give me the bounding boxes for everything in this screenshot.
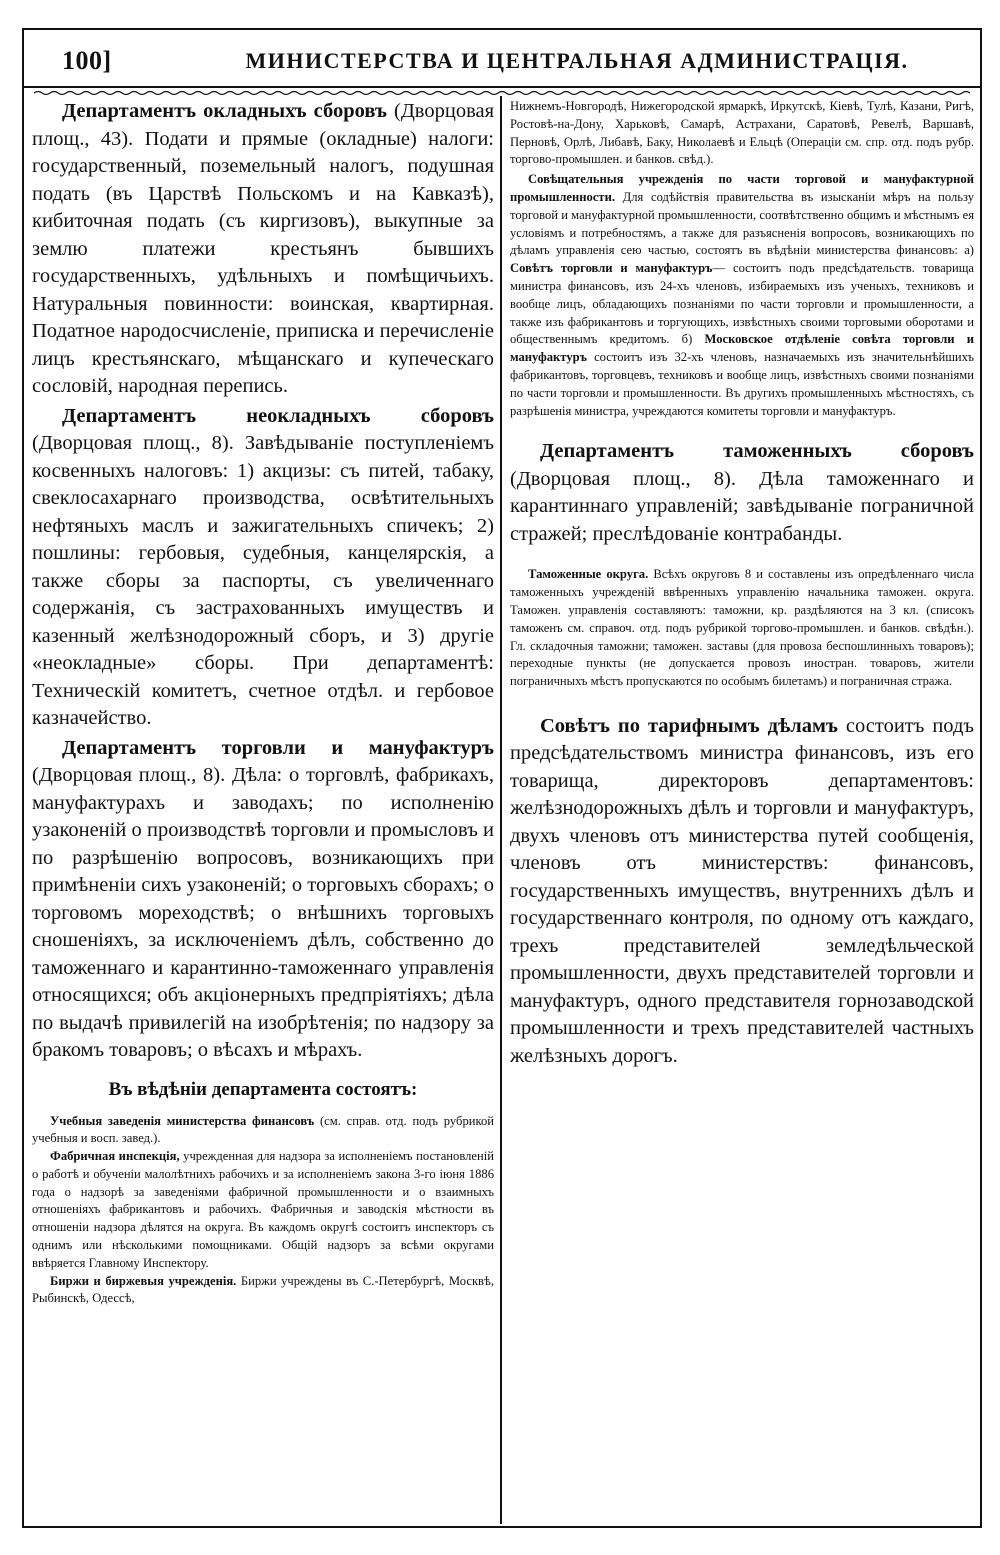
small-paragraph-birzhi-cont: Нижнемъ-Новгородѣ, Нижегородской ярмаркѣ, Иркутскѣ, Кіевѣ, Тулѣ, Казани, Ригѣ, Ростовѣ-на-Дону, Харьковѣ, Самарѣ, Астрахани, Саратовѣ, Ревелѣ, Варшавѣ, Перновѣ, Орлѣ, Либавѣ, Баку, Николаевѣ и Ельцѣ (Операціи см. спр. отд. подъ рубр. торгово-промышлен. и банков. свѣд.). [510,99,974,167]
small-heading: Совѣщательныя учрежденія по части торговой и мануфактурной промышленности. [510,172,974,204]
small-heading: Таможенные округа. [528,567,649,582]
paragraph-heading: Департаментъ неокладныхъ сборовъ [62,404,494,427]
small-paragraph-uchebnye [32,1113,494,1149]
paragraph-heading: Совѣтъ по тарифнымъ дѣламъ [540,714,838,737]
running-header [24,30,980,88]
paragraph-neokladnykh [32,403,494,733]
paragraph-torgovli [32,735,494,1065]
paragraph-tamozhennykh [510,438,974,548]
page-number: 100] [62,46,112,75]
small-heading: Учебныя заведенія министерства финансовъ [50,1113,315,1128]
small-text: Биржи учреждены въ С.-Петербургѣ, Москвѣ, Рыбинскѣ, Одессѣ, [32,1273,494,1306]
small-text: состоитъ изъ 32-хъ членовъ, назначаемыхъ изъ значительнѣйшихъ фабрикантовъ, торговцевъ, техниковъ и вообще лицъ, извѣстныхъ своими познаніями по части торговли и промышленности. Въ другихъ промышленныхъ мѣстностяхъ, съ разрѣшенія министра, учреждаются комитеты торговли и мануфактуръ. [510,350,974,418]
column-divider [500,96,502,1524]
paragraph-text: (Дворцовая площ., 8). Завѣдываніе поступленіемъ косвенныхъ налоговъ: 1) акцизы: съ питей, табаку, свеклосахарнаго производства, освѣтительныхъ нефтяныхъ маслъ и зажигательныхъ спичекъ; 2) пошлины: гербовыя, судебныя, канцелярскія, а также сборы за паспорты, съ увеличеннаго содержанія, съ застрахованныхъ имуществъ и казенный желѣзнодорожный сборъ, и 3) другіе «неокладные» сборы. При департаментѣ: Техническій комитетъ, счетное отдѣл. и гербовое казначейство. [32,432,494,729]
small-text: Всѣхъ округовъ 8 и составлены изъ опредѣленнаго числа таможенныхъ учрежденій ввѣренныхъ управленію начальника таможен. округа. Таможен. управленія составляютъ: таможни, кр. раздѣляются на 3 кл. (списокъ таможенъ см. справоч. отд. подъ рубрикой торгово-промышлен. и банков. свѣдѣн.). Гл. складочныя таможни; таможен. заставы (для провоза беспошлинныхъ товаровъ); переходные пункты (не допускается провозъ иностран. товаровъ, жители пограничныхъ мѣстъ пропускаются по особымъ билетамъ) и пограничная стража. [510,567,974,689]
small-text: — состоитъ подъ предсѣдательств. товарища министра финансовъ, изъ 24-хъ членовъ, избираемыхъ изъ ученыхъ, техниковъ и вообще лицъ, обладающихъ познаніями по части торговли и промышленности, а также изъ фабрикантовъ и торгующихъ, извѣстныхъ своими торговыми оборотами и общественнымъ кредитомъ. б) [510,261,974,347]
left-column [32,98,494,1308]
paragraph-text: (Дворцовая площ., 8). Дѣла таможеннаго и карантиннаго управленій; завѣдываніе пограничной стражей; преслѣдованіе контрабанды. [510,467,974,545]
small-paragraph-tamozhennye-okruga [510,566,974,691]
paragraph-okladnykh [32,98,494,401]
small-heading: Биржи и биржевыя учрежденія. [50,1273,237,1288]
paragraph-text: (Дворцовая площ., 43). Подати и прямые (окладные) налоги: государственный, поземельный налогъ, подушная подать (въ Царствѣ Польскомъ и на Кавказѣ), кибиточная подать (съ киргизовъ), выкупные за землю платежи крестьянъ бывшихъ государственныхъ, удѣльныхъ и помѣщичьихъ. Натуральныя повинности: воинская, квартирная. Податное народосчисленіе, приписка и перечисленіе лицъ крестьянскаго, мѣщанскаго и купеческаго сословій, народная перепись. [32,100,494,397]
paragraph-text: (Дворцовая площ., 8). Дѣла: о торговлѣ, фабрикахъ, мануфактурахъ и заводахъ; по исполненію узаконеній о производствѣ торговли и промысловъ и по разрѣшенію вопросовъ, возникающихъ при примѣненіи сихъ узаконеній; о торговыхъ сборахъ; о торговомъ мореходствѣ; о внѣшнихъ торговыхъ сношеніяхъ, за исключеніемъ дѣлъ, собственно до таможеннаго и карантинно-таможеннаго управленія относящихся; объ акціонерныхъ предпріятіяхъ; дѣла по выдачѣ привилегій на изобрѣтенія; по надзору за бракомъ товаровъ; о вѣсахъ и мѣрахъ. [32,764,494,1061]
paragraph-heading: Департаментъ торговли и мануфактуръ [62,736,494,759]
paragraph-text: состоитъ подъ предсѣдательствомъ министра финансовъ, изъ его товарища, директоровъ департаментовъ: желѣзнодорожныхъ дѣлъ и торговли и мануфактуръ, двухъ членовъ отъ министерства путей сообщенія, членовъ отъ министерствъ: финансовъ, государственныхъ имуществъ, внутреннихъ дѣлъ и государственнаго контроля, по одному отъ каждаго, трехъ представителей земледѣльческой промышленности, двухъ представителей торговли и мануфактуръ, одного представителя горнозаводской промышленности и трехъ представителей частныхъ желѣзныхъ дорогъ. [510,714,974,1067]
paragraph-heading: Департаментъ окладныхъ сборовъ [62,100,387,122]
small-text: Для содѣйствія правительства въ изысканіи мѣръ на пользу торговой и мануфактурной промышленности, соотвѣтственно общимъ и мѣстнымъ ея условіямъ и потребностямъ, а также для разъясненія вопросовъ, возникающихъ по дѣламъ управленія сею частью, состоятъ въ вѣдѣніи министерства финансовъ: а) [510,189,974,258]
small-heading: Фабричная инспекція, [50,1149,180,1164]
paragraph-heading: Департаментъ таможенныхъ сборовъ [540,440,974,463]
small-heading: Московское отдѣленіе совѣта торговли и мануфактуръ [510,332,974,365]
small-heading: Совѣтъ торговли и мануфактуръ [510,261,713,276]
section-heading: Въ вѣдѣніи департамента состоятъ: [108,1078,418,1100]
page-frame [22,28,982,1528]
paragraph-tarifnym [510,713,974,1071]
right-column [510,98,974,1070]
small-text: учрежденная для надзора за исполненіемъ постановленій о работѣ и обученіи малолѣтнихъ рабочихъ и за исполненіемъ закона 3-го іюня 1886 года о надзорѣ за заведеніями фабричной промышленности и о взаимныхъ отношеніяхъ фабрикантовъ и рабочихъ. Фабричныя и заводскія мѣстности въ отношеніи надзора дѣлятся на округа. Въ каждомъ округѣ состоитъ инспекторъ съ однимъ или нѣсколькими помощниками. Общій надзоръ за всѣми округами ввѣряется Главному Инспектору. [32,1149,494,1270]
small-paragraph-birzhi [32,1273,494,1309]
small-paragraph-fabrichnaya [32,1148,494,1273]
small-paragraph-soveshchatelnye [510,171,974,420]
wavy-rule [34,90,970,96]
running-title: МИНИСТЕРСТВА И ЦЕНТРАЛЬНАЯ АДМИНИСТРАЦІЯ. [245,48,909,73]
small-text: (см. справ. отд. подъ рубрикой учебныя и восп. завед.). [32,1113,494,1146]
